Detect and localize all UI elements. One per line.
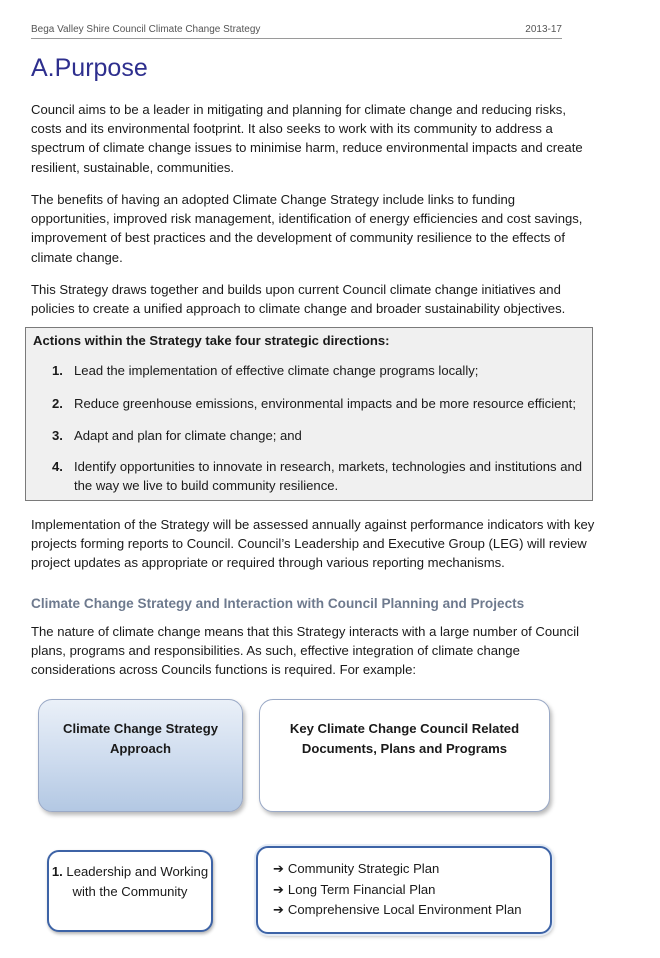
strategic-direction-text: Reduce greenhouse emissions, environmental impacts and be more resource efficient;: [74, 396, 576, 411]
plan-item-label: Long Term Financial Plan: [287, 881, 436, 897]
arrow-right-icon: ➔: [273, 882, 284, 898]
implementation-paragraph: Implementation of the Strategy will be assessed annually against performance indicators with key projects forming reports to Council. Council’s Leadership and Executive Group (LEG) will review project updates as appropriate or required through various reporting mechanisms.: [31, 517, 595, 571]
key-documents-heading: Key Climate Change Council Related Documents, Plans and Programs: [289, 721, 520, 756]
plan-item-label: Comprehensive Local Environment Plan: [287, 902, 522, 917]
strategic-direction-text: Adapt and plan for climate change; and: [74, 428, 302, 443]
draws-together-paragraph: This Strategy draws together and builds upon current Council climate change initiatives and policies to create a unified approach to climate change and broader sustainability objectives.: [31, 282, 566, 317]
strategic-directions-title: Actions within the Strategy take four strategic directions:: [33, 333, 390, 348]
strategic-direction-text: Identify opportunities to innovate in research, markets, technologies and institutions and the way we live to build community resilience.: [74, 459, 583, 494]
leadership-text: Leadership and Working with the Community: [66, 864, 209, 899]
interaction-subheading: Climate Change Strategy and Interaction with Council Planning and Projects: [31, 596, 525, 611]
key-documents-box: [259, 699, 550, 812]
strategic-direction-number: 2.: [52, 396, 63, 411]
related-plans-box: [256, 846, 552, 934]
plan-item-label: Community Strategic Plan: [287, 861, 440, 876]
intro-paragraph: Council aims to be a leader in mitigating and planning for climate change and reducing risks, costs and its environmental footprint. It also seeks to work with its community to address a spectrum of climate change issues to minimise harm, reduce environmental impacts and create resilient, sustainable, communities.: [31, 102, 583, 175]
leadership-number: 1.: [51, 864, 63, 879]
plan-item: [273, 880, 550, 901]
strategic-direction-number: 1.: [52, 363, 63, 378]
leadership-box: [47, 850, 213, 932]
page-header: [31, 24, 562, 39]
arrow-right-icon: ➔: [273, 903, 284, 918]
strategic-direction-number: 3.: [52, 428, 63, 443]
interaction-paragraph: The nature of climate change means that this Strategy interacts with a large number of Council plans, programs and responsibilities. As such, effective integration of climate change considerations across Councils functions is required. For example:: [31, 624, 580, 678]
header-document-title: Bega Valley Shire Council Climate Change Strategy: [31, 24, 261, 35]
strategy-approach-heading: Climate Change Strategy Approach: [63, 721, 218, 756]
strategy-approach-box: [38, 699, 243, 812]
plan-item: [273, 900, 550, 921]
header-period: 2013-17: [525, 24, 562, 35]
arrow-right-icon: ➔: [273, 862, 284, 877]
strategic-directions-box: [25, 327, 593, 501]
strategic-direction-number: 4.: [52, 459, 63, 474]
benefits-paragraph: The benefits of having an adopted Climate Change Strategy include links to funding opportunities, improved risk management, identification of energy efficiencies and cost savings, improvement of best practices and the development of community resilience to the effects of climate change.: [31, 192, 583, 265]
plan-item: [273, 859, 550, 880]
strategic-direction-text: Lead the implementation of effective climate change programs locally;: [74, 363, 479, 378]
section-title: A.Purpose: [31, 54, 148, 82]
